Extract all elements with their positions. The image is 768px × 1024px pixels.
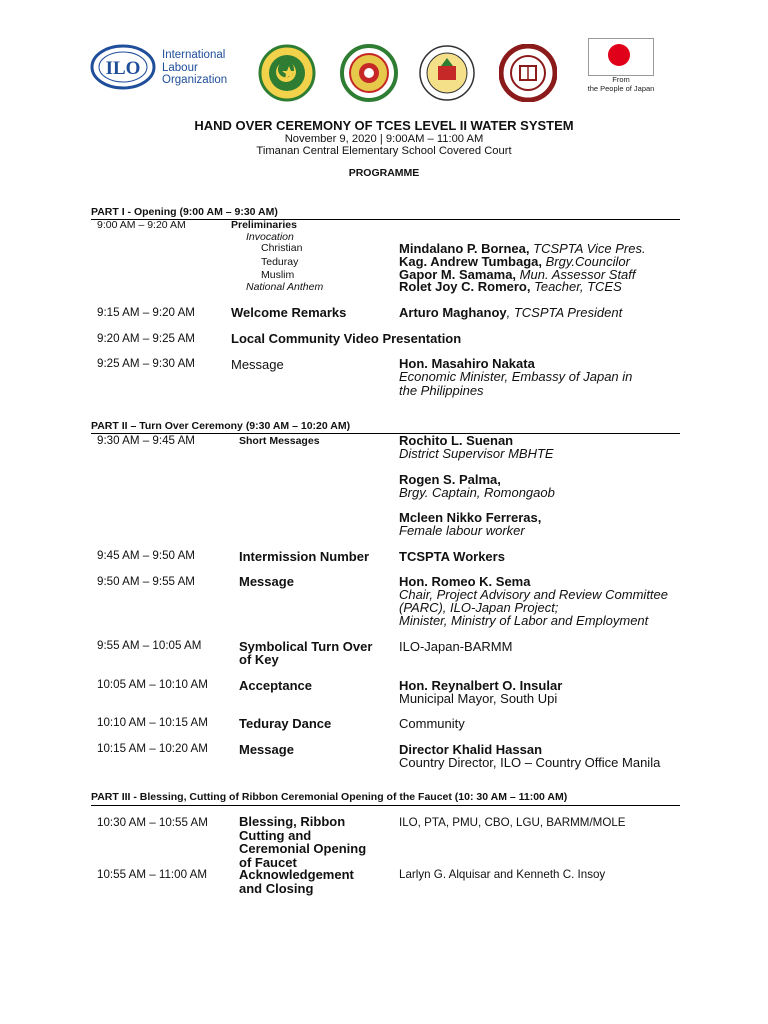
s2-name: Rogen S. Palma, bbox=[399, 472, 501, 487]
bl-title-4: of Faucet bbox=[239, 854, 297, 870]
short-time: 9:30 AM – 9:45 AM bbox=[97, 434, 195, 447]
int-time: 9:45 AM – 9:50 AM bbox=[97, 549, 195, 562]
s3-name: Mcleen Nikko Ferreras, bbox=[399, 510, 542, 525]
ack-name: Larlyn G. Alquisar and Kenneth C. Insoy bbox=[399, 868, 606, 881]
school-seal bbox=[499, 44, 557, 102]
ilo-mark: ILO bbox=[105, 58, 141, 79]
s1-role: District Supervisor MBHTE bbox=[399, 446, 554, 461]
welcome-name: Arturo Maghanoy bbox=[399, 305, 507, 320]
ted-name: Community bbox=[399, 716, 465, 731]
bl-title-3: Ceremonial Opening bbox=[239, 841, 367, 856]
bl-title bbox=[239, 815, 366, 869]
anthem-label: National Anthem bbox=[246, 281, 324, 293]
p1-role: TCSPTA Vice Pres. bbox=[533, 241, 646, 256]
muslim-label: Muslim bbox=[261, 269, 295, 281]
sym-title-1: Symbolical Turn Over bbox=[239, 639, 373, 654]
p4-name: Rolet Joy C. Romero, bbox=[399, 279, 531, 294]
msg-time: 9:25 AM – 9:30 AM bbox=[97, 357, 195, 370]
m2-time: 9:50 AM – 9:55 AM bbox=[97, 575, 195, 588]
bl-name: ILO, PTA, PMU, CBO, LGU, BARMM/MOLE bbox=[399, 816, 626, 829]
ted-time: 10:10 AM – 10:15 AM bbox=[97, 716, 208, 729]
bl-title-1: Blessing, Ribbon bbox=[239, 814, 346, 829]
ilo-word-2: Labour bbox=[162, 61, 198, 74]
sym-time: 9:55 AM – 10:05 AM bbox=[97, 639, 202, 652]
welcome-role: , TCSPTA President bbox=[506, 305, 623, 320]
s3-role: Female labour worker bbox=[399, 523, 525, 538]
short-title: Short Messages bbox=[239, 435, 320, 447]
m3-role: Country Director, ILO – Country Office Manila bbox=[399, 755, 661, 770]
msg-title: Message bbox=[231, 357, 284, 372]
prelim-title: Preliminaries bbox=[231, 219, 297, 231]
p2-name: Kag. Andrew Tumbaga, bbox=[399, 254, 543, 269]
ilo-logo bbox=[90, 44, 156, 90]
m2-name: Hon. Romeo K. Sema bbox=[399, 574, 531, 589]
japan-caption bbox=[576, 76, 666, 93]
programme-heading: PROGRAMME bbox=[348, 167, 420, 179]
s1-name: Rochito L. Suenan bbox=[399, 433, 514, 448]
bl-title-2: Cutting and bbox=[239, 827, 312, 843]
welcome-time: 9:15 AM – 9:20 AM bbox=[97, 306, 195, 319]
msg-name: Hon. Masahiro Nakata bbox=[399, 356, 535, 371]
msg-role-1: Economic Minister, Embassy of Japan in bbox=[399, 369, 633, 384]
ack-title-1: Acknowledgement bbox=[239, 867, 354, 882]
m3-time: 10:15 AM – 10:20 AM bbox=[97, 742, 208, 755]
p3-role: Mun. Assessor Staff bbox=[519, 267, 636, 282]
video-time: 9:20 AM – 9:25 AM bbox=[97, 332, 195, 345]
part1-heading: PART I - Opening (9:00 AM – 9:30 AM) bbox=[91, 206, 278, 218]
ted-title: Teduray Dance bbox=[239, 716, 332, 731]
s2-role: Brgy. Captain, Romongaob bbox=[399, 485, 555, 500]
int-name: TCSPTA Workers bbox=[399, 549, 505, 564]
barmm-seal bbox=[258, 44, 316, 102]
m2-role-2: (PARC), ILO-Japan Project; bbox=[399, 600, 559, 615]
acc-role: Municipal Mayor, South Upi bbox=[399, 691, 558, 706]
p4-role: Teacher, TCES bbox=[534, 279, 622, 294]
christian-label: Christian bbox=[261, 242, 303, 254]
p1-name: Mindalano P. Bornea, bbox=[399, 241, 530, 256]
video-title: Local Community Video Presentation bbox=[231, 331, 462, 346]
m2-role-3: Minister, Ministry of Labor and Employment bbox=[399, 613, 649, 628]
teduray-label: Teduray bbox=[261, 256, 299, 268]
acc-time: 10:05 AM – 10:10 AM bbox=[97, 678, 208, 691]
msg-role-2: the Philippines bbox=[399, 383, 484, 398]
japan-caption-2: the People of Japan bbox=[587, 83, 655, 93]
bl-time: 10:30 AM – 10:55 AM bbox=[97, 816, 208, 829]
japan-caption-1: From bbox=[612, 75, 630, 84]
prelim-time: 9:00 AM – 9:20 AM bbox=[97, 219, 186, 231]
municipality-seal bbox=[418, 44, 476, 102]
sym-name: ILO-Japan-BARMM bbox=[399, 639, 513, 654]
ilo-word-3: Organization bbox=[162, 74, 228, 86]
p3-name: Gapor M. Samama, bbox=[399, 267, 517, 282]
part2-heading: PART II – Turn Over Ceremony (9:30 AM – 10:20 AM) bbox=[91, 420, 351, 432]
invocation-label: Invocation bbox=[246, 231, 294, 243]
ack-title bbox=[239, 868, 354, 895]
ilo-wordmark bbox=[162, 49, 227, 87]
acc-title: Acceptance bbox=[239, 678, 312, 693]
m3-name: Director Khalid Hassan bbox=[399, 742, 543, 757]
m3-title: Message bbox=[239, 742, 294, 757]
int-title: Intermission Number bbox=[239, 549, 370, 564]
event-date: November 9, 2020 | 9:00AM – 11:00 AM bbox=[284, 133, 484, 145]
part3-heading: PART III - Blessing, Cutting of Ribbon Ceremonial Opening of the Faucet (10: 30 AM – 11:00 AM) bbox=[91, 791, 568, 803]
event-venue: Timanan Central Elementary School Covered Court bbox=[256, 145, 512, 157]
province-seal bbox=[340, 44, 398, 102]
ilo-word-1: International bbox=[162, 49, 226, 61]
p2-role: Brgy.Councilor bbox=[545, 254, 630, 269]
welcome-title: Welcome Remarks bbox=[231, 305, 347, 320]
acc-name: Hon. Reynalbert O. Insular bbox=[399, 678, 563, 693]
ack-title-2: and Closing bbox=[239, 880, 314, 896]
sym-title-2: of Key bbox=[239, 652, 279, 667]
document-title: HAND OVER CEREMONY OF TCES LEVEL II WATER SYSTEM bbox=[194, 118, 574, 133]
m2-title: Message bbox=[239, 574, 294, 589]
m2-role-1: Chair, Project Advisory and Review Committee bbox=[399, 587, 669, 602]
part3-rule bbox=[91, 805, 680, 806]
ack-time: 10:55 AM – 11:00 AM bbox=[97, 868, 207, 881]
japan-flag-circle bbox=[608, 44, 630, 66]
